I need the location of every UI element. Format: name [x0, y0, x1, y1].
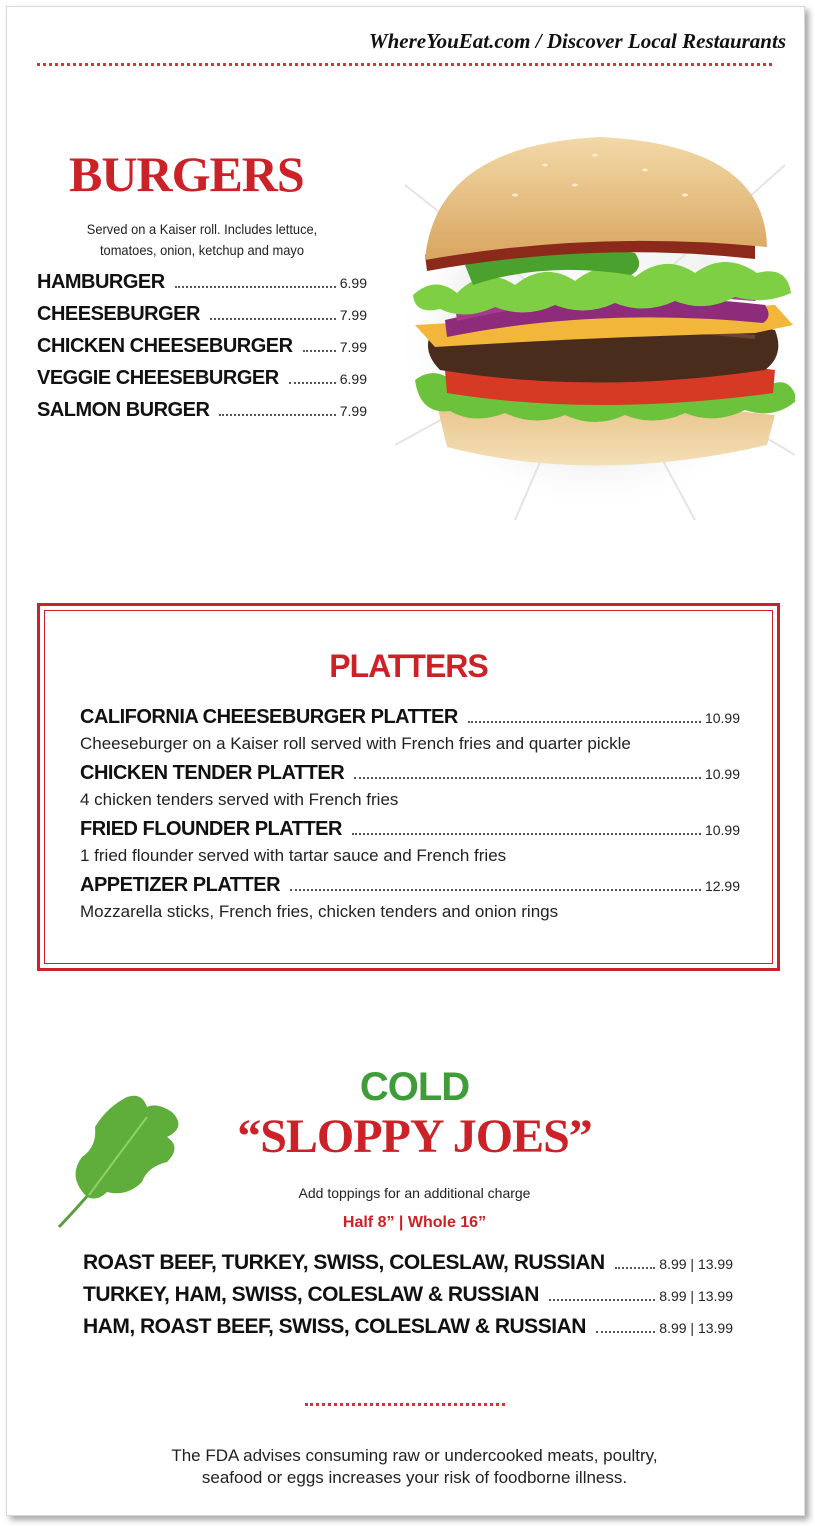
item-price: 10.99 — [704, 822, 740, 838]
menu-item — [37, 303, 367, 326]
burgers-description-line2: tomatoes, onion, ketchup and mayo — [99, 242, 305, 258]
footer-divider — [305, 1403, 505, 1406]
item-description: 1 fried flounder served with tartar sauce and French fries — [80, 846, 507, 865]
menu-item — [37, 335, 367, 358]
platters-title: PLATTERS — [329, 648, 488, 684]
item-price: 12.99 — [704, 878, 740, 894]
item-name: CALIFORNIA CHEESEBURGER PLATTER — [80, 706, 458, 728]
leader-dots — [596, 1331, 655, 1333]
menu-item — [83, 1251, 733, 1275]
toppings-note: Add toppings for an additional charge — [298, 1185, 531, 1201]
menu-item — [80, 874, 740, 897]
fda-notice-line2: seafood or eggs increases your risk of foodborne illness. — [201, 1468, 628, 1487]
item-name: CHICKEN CHEESEBURGER — [37, 335, 293, 357]
menu-item — [83, 1283, 733, 1307]
sloppy-joes-title: “SLOPPY JOES” — [237, 1110, 592, 1163]
item-name: ROAST BEEF, TURKEY, SWISS, COLESLAW, RUSSIAN — [83, 1251, 605, 1274]
burger-photo — [395, 125, 795, 525]
burgers-description — [69, 219, 336, 261]
item-name: CHEESEBURGER — [37, 303, 200, 325]
leader-dots — [354, 777, 701, 779]
leader-dots — [615, 1267, 656, 1269]
menu-item — [80, 762, 740, 785]
leader-dots — [290, 889, 701, 891]
platters-section — [37, 603, 780, 971]
item-name: HAMBURGER — [37, 271, 165, 293]
menu-item — [83, 1315, 733, 1339]
leader-dots — [175, 286, 336, 288]
item-price: 6.99 — [339, 275, 367, 291]
leader-dots — [289, 382, 336, 384]
burgers-title: BURGERS — [69, 146, 304, 202]
item-price: 8.99 | 13.99 — [659, 1256, 733, 1272]
item-name: FRIED FLOUNDER PLATTER — [80, 818, 342, 840]
item-name: TURKEY, HAM, SWISS, COLESLAW & RUSSIAN — [83, 1283, 539, 1306]
item-name: APPETIZER PLATTER — [80, 874, 281, 896]
item-price: 7.99 — [339, 339, 367, 355]
item-name: CHICKEN TENDER PLATTER — [80, 762, 345, 784]
leader-dots — [303, 350, 336, 352]
item-description: Cheeseburger on a Kaiser roll served with French fries and quarter pickle — [80, 734, 631, 753]
item-name: HAM, ROAST BEEF, SWISS, COLESLAW & RUSSIAN — [83, 1315, 586, 1338]
item-price: 8.99 | 13.99 — [659, 1288, 733, 1304]
item-name: VEGGIE CHEESEBURGER — [37, 367, 279, 389]
menu-item — [37, 399, 367, 422]
fda-notice-line1: The FDA advises consuming raw or undercooked meats, poultry, — [171, 1446, 658, 1465]
menu-item — [80, 818, 740, 841]
site-header[interactable]: WhereYouEat.com / Discover Local Restaurants — [368, 29, 786, 53]
leader-dots — [219, 414, 335, 416]
menu-page — [6, 6, 805, 1516]
item-price: 6.99 — [339, 371, 367, 387]
item-price: 7.99 — [339, 307, 367, 323]
item-price: 10.99 — [704, 710, 740, 726]
fda-notice — [7, 1445, 805, 1489]
leader-dots — [352, 833, 701, 835]
item-name: SALMON BURGER — [37, 399, 210, 421]
sizes-label: Half 8” | Whole 16” — [342, 1214, 487, 1231]
menu-item — [80, 706, 740, 729]
item-price: 7.99 — [339, 403, 367, 419]
item-price: 10.99 — [704, 766, 740, 782]
menu-item — [37, 271, 367, 294]
header-divider — [37, 63, 772, 66]
item-description: Mozzarella sticks, French fries, chicken tenders and onion rings — [80, 902, 559, 921]
leader-dots — [468, 721, 701, 723]
burgers-description-line1: Served on a Kaiser roll. Includes lettuce, — [86, 221, 318, 237]
leader-dots — [549, 1299, 655, 1301]
item-price: 8.99 | 13.99 — [659, 1320, 733, 1336]
cold-title: COLD — [359, 1065, 470, 1109]
item-description: 4 chicken tenders served with French fries — [80, 790, 399, 809]
menu-item — [37, 367, 367, 390]
leader-dots — [210, 318, 336, 320]
